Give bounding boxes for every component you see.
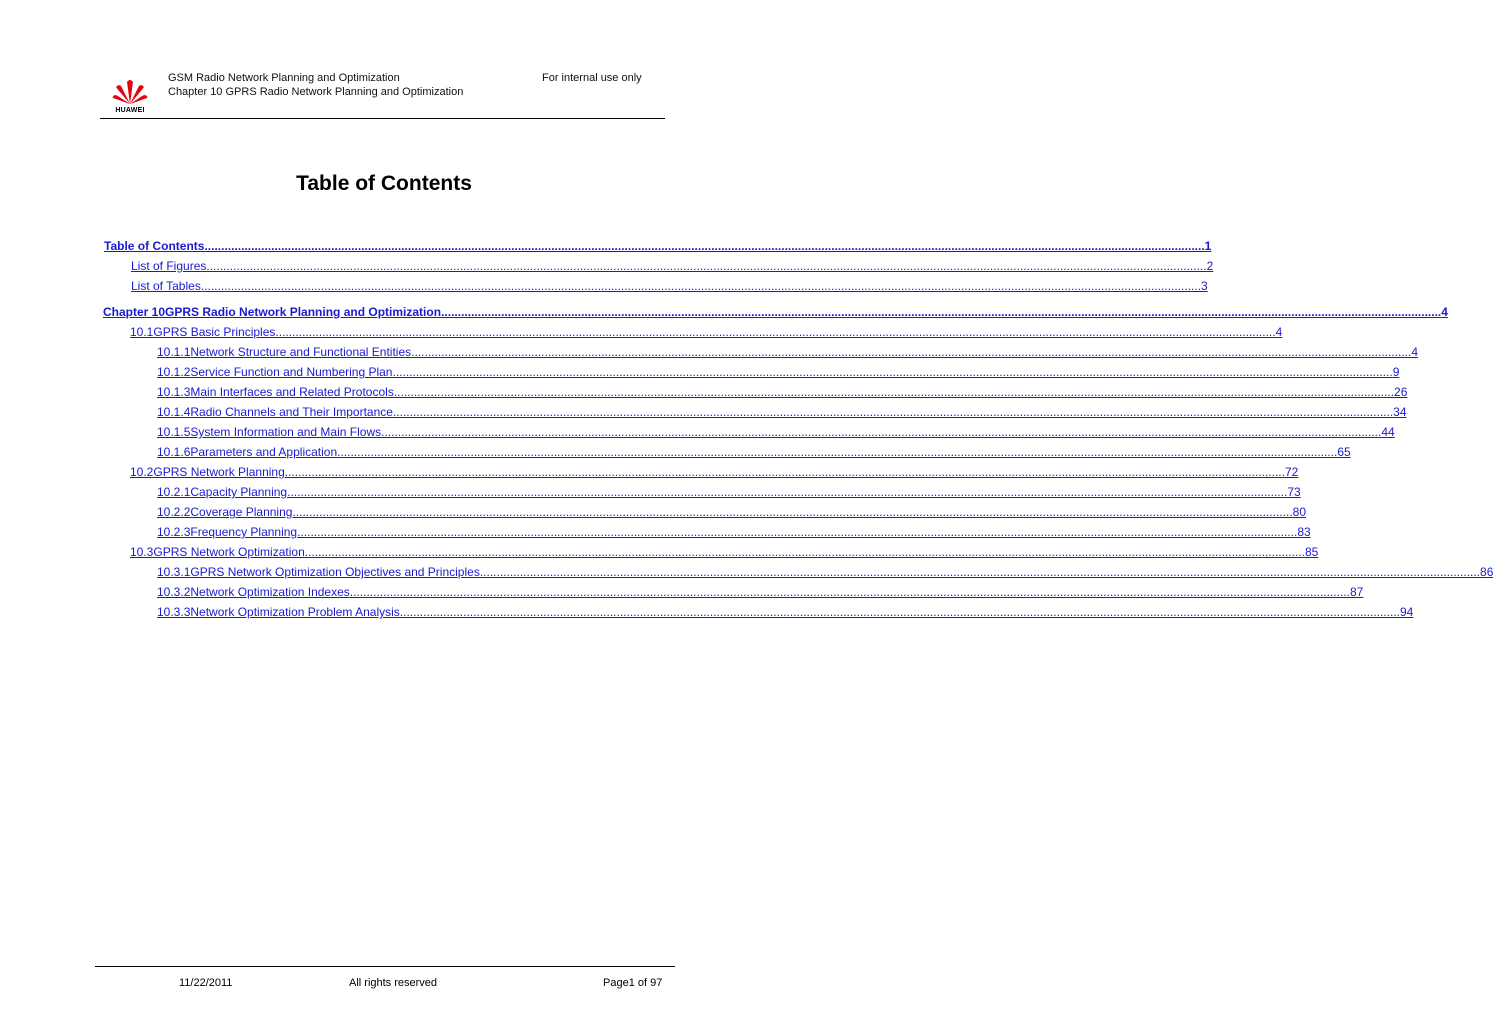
- toc-entry-number: 10.3.3: [157, 605, 191, 619]
- toc-entry-number: 10.2.3: [157, 525, 191, 539]
- page-title: Table of Contents: [296, 172, 472, 195]
- footer-rights: All rights reserved: [349, 977, 438, 989]
- toc-entry-page: 65: [1337, 445, 1351, 459]
- toc-entry-page: 34: [1393, 405, 1407, 419]
- toc-entry-label: GPRS Basic Principles: [153, 325, 276, 339]
- header-chapter-title: Chapter 10 GPRS Radio Network Planning and Optimization: [168, 86, 464, 98]
- toc-entry-label: Capacity Planning: [190, 485, 288, 499]
- toc-entry-list-of-tables[interactable]: [131, 278, 1208, 294]
- footer-date: 11/22/2011: [179, 977, 233, 989]
- toc-entry-number: 10.1.5: [157, 425, 191, 439]
- toc-entry-page: 87: [1349, 585, 1364, 599]
- toc-entry-number: 10.3: [130, 545, 154, 559]
- toc-entry-10-3-1[interactable]: [157, 564, 1493, 580]
- toc-entry-page: 86: [1480, 565, 1493, 579]
- toc-entry-table-of-contents[interactable]: [104, 238, 1212, 254]
- toc-entry-label: Main Interfaces and Related Protocols: [190, 385, 394, 399]
- huawei-petal-icon: [110, 78, 150, 106]
- toc-leader: ............................................................................................................................................................................................................................................................................................................: [392, 405, 1394, 419]
- footer-page-number: Page1 of 97: [603, 977, 663, 989]
- toc-entry-page: 85: [1304, 545, 1319, 559]
- toc-leader: ............................................................................................................................................................................................................................................................................................................: [399, 605, 1400, 619]
- toc-entry-page: 72: [1284, 465, 1299, 479]
- toc-entry-list-of-figures[interactable]: [131, 258, 1214, 274]
- toc-leader: ............................................................................................................................................................................................................................................................................................................: [381, 425, 1382, 439]
- toc-entry-number: 10.2.2: [157, 505, 191, 519]
- header-doc-title: GSM Radio Network Planning and Optimization: [168, 72, 400, 84]
- toc-leader: ............................................................................................................................................................................................................................................................................................................: [349, 585, 1350, 599]
- toc-entry-label: Service Function and Numbering Plan: [190, 365, 393, 379]
- toc-leader: ............................................................................................................................................................................................................................................................................................................: [392, 365, 1393, 379]
- toc-entry-number: 10.2.1: [157, 485, 191, 499]
- toc-entry-page: 83: [1297, 525, 1311, 539]
- toc-entry-number: 10.3.1: [157, 565, 191, 579]
- toc-entry-page: 44: [1381, 425, 1395, 439]
- toc-entry-10-3[interactable]: [130, 544, 1319, 560]
- toc-entry-label: GPRS Network Optimization: [153, 545, 305, 559]
- toc-entry-chapter-10[interactable]: [103, 304, 1448, 320]
- toc-entry-label: Network Optimization Indexes: [190, 585, 350, 599]
- toc-entry-label: Network Optimization Problem Analysis: [190, 605, 400, 619]
- toc-leader: ............................................................................................................................................................................................................................................................................................................: [441, 305, 1442, 319]
- toc-entry-number: 10.1.3: [157, 385, 191, 399]
- toc-entry-label: List of Tables: [131, 279, 201, 293]
- toc-leader: ............................................................................................................................................................................................................................................................................................................: [206, 259, 1207, 273]
- toc-leader: ............................................................................................................................................................................................................................................................................................................: [200, 279, 1202, 293]
- toc-leader: ............................................................................................................................................................................................................................................................................................................: [479, 565, 1481, 579]
- toc-entry-page: 1: [1204, 239, 1212, 253]
- toc-entry-number: 10.3.2: [157, 585, 191, 599]
- toc-entry-page: 3: [1201, 279, 1208, 293]
- logo-wordmark: HUAWEI: [115, 107, 145, 114]
- toc-entry-number: Chapter 10: [103, 305, 166, 319]
- toc-entry-10-1-5[interactable]: [157, 424, 1395, 440]
- toc-entry-page: 4: [1411, 345, 1419, 359]
- toc-entry-label: System Information and Main Flows: [190, 425, 382, 439]
- toc-entry-page: 94: [1400, 605, 1414, 619]
- toc-entry-page: 9: [1392, 365, 1400, 379]
- toc-entry-number: 10.2: [130, 465, 154, 479]
- toc-entry-10-2-1[interactable]: [157, 484, 1301, 500]
- toc-entry-10-1-6[interactable]: [157, 444, 1351, 460]
- toc-leader: ............................................................................................................................................................................................................................................................................................................: [284, 465, 1285, 479]
- toc-leader: ............................................................................................................................................................................................................................................................................................................: [304, 545, 1305, 559]
- toc-entry-10-1-2[interactable]: [157, 364, 1400, 380]
- toc-entry-page: 4: [1275, 325, 1283, 339]
- toc-entry-label: List of Figures: [131, 259, 207, 273]
- toc-entry-label: Frequency Planning: [190, 525, 298, 539]
- toc-entry-10-1-1[interactable]: [157, 344, 1419, 360]
- toc-leader: ............................................................................................................................................................................................................................................................................................................: [297, 525, 1298, 539]
- toc-leader: ............................................................................................................................................................................................................................................................................................................: [204, 239, 1205, 253]
- toc-leader: ............................................................................................................................................................................................................................................................................................................: [337, 445, 1338, 459]
- toc-leader: ............................................................................................................................................................................................................................................................................................................: [292, 505, 1293, 519]
- toc-entry-label: GPRS Radio Network Planning and Optimization: [165, 305, 442, 319]
- toc-leader: ............................................................................................................................................................................................................................................................................................................: [287, 485, 1288, 499]
- toc-leader: ............................................................................................................................................................................................................................................................................................................: [411, 345, 1412, 359]
- toc-entry-number: 10.1.6: [157, 445, 191, 459]
- toc-entry-10-2[interactable]: [130, 464, 1299, 480]
- toc-entry-label: Network Structure and Functional Entities: [190, 345, 412, 359]
- toc-entry-label: Radio Channels and Their Importance: [190, 405, 393, 419]
- toc-entry-label: Parameters and Application: [190, 445, 338, 459]
- toc-entry-10-2-3[interactable]: [157, 524, 1311, 540]
- toc-entry-number: 10.1: [130, 325, 154, 339]
- toc-leader: ............................................................................................................................................................................................................................................................................................................: [393, 385, 1395, 399]
- toc-leader: ............................................................................................................................................................................................................................................................................................................: [275, 325, 1276, 339]
- toc-entry-label: Table of Contents: [104, 239, 205, 253]
- toc-entry-10-2-2[interactable]: [157, 504, 1307, 520]
- toc-entry-page: 80: [1292, 505, 1307, 519]
- page-footer: [95, 966, 675, 997]
- toc-entry-label: Coverage Planning: [190, 505, 293, 519]
- toc-entry-number: 10.1.2: [157, 365, 191, 379]
- toc-entry-number: 10.1.4: [157, 405, 191, 419]
- toc-entry-number: 10.1.1: [157, 345, 191, 359]
- header-classification: For internal use only: [542, 72, 642, 84]
- toc-entry-page: 26: [1394, 385, 1408, 399]
- toc-entry-page: 2: [1206, 259, 1214, 273]
- toc-entry-10-3-3[interactable]: [157, 604, 1414, 620]
- page-header: [100, 68, 665, 119]
- toc-entry-10-1[interactable]: [130, 324, 1283, 340]
- toc-entry-page: 73: [1287, 485, 1301, 499]
- toc-entry-page: 4: [1441, 305, 1448, 319]
- toc-entry-label: GPRS Network Optimization Objectives and Principles: [190, 565, 480, 579]
- toc-entry-10-1-3[interactable]: [157, 384, 1408, 400]
- toc-entry-label: GPRS Network Planning: [153, 465, 285, 479]
- toc-entry-10-1-4[interactable]: [157, 404, 1407, 420]
- toc-entry-10-3-2[interactable]: [157, 584, 1364, 600]
- huawei-logo: [110, 78, 150, 118]
